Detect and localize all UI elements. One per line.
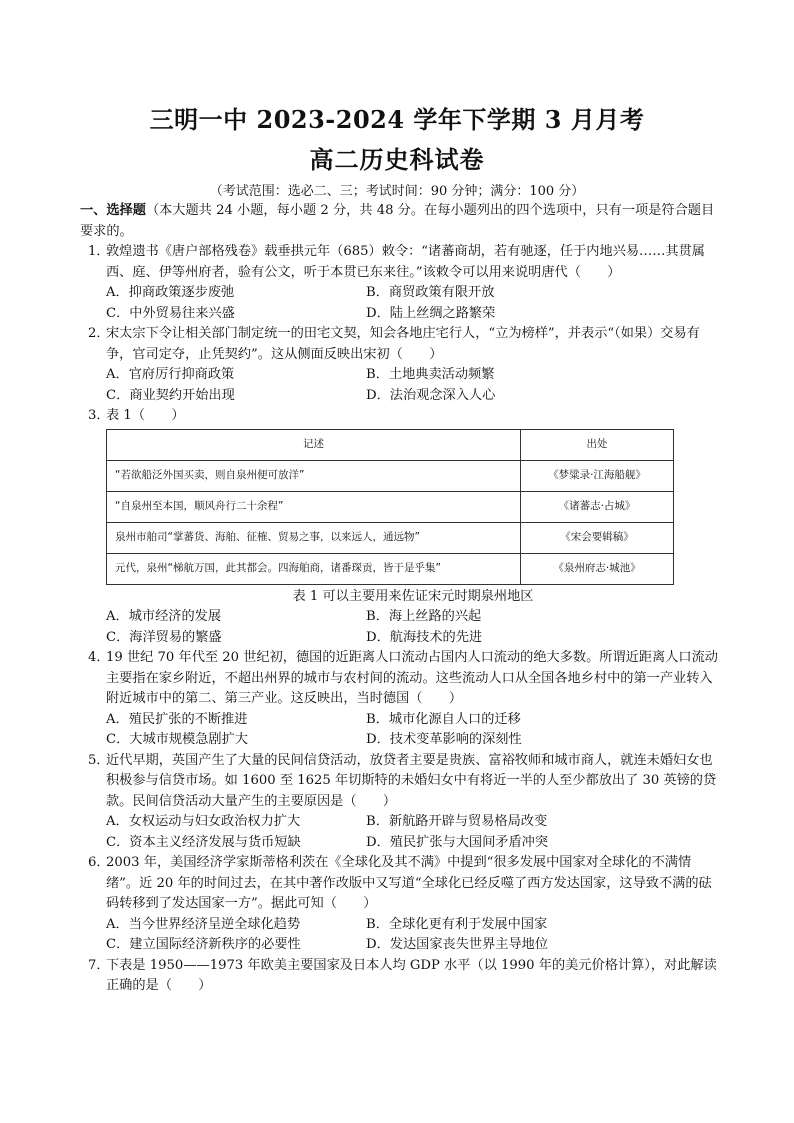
option-d[interactable]: D．技术变革影响的深刻性 <box>366 732 522 747</box>
question-number: 7． <box>88 957 110 973</box>
table-cell-record: 元代，泉州“梯航万国，此其都会。四海舶商，诸番琛贡，皆于是乎集” <box>107 553 521 584</box>
options <box>80 607 720 648</box>
question-stem: 下表是 1950——1973 年欧美主要国家及日本人均 GDP 水平（以 1990 年的美元价格计算），对此解读正确的是（ ） <box>106 957 717 993</box>
option-c[interactable]: C．建立国际经济新秩序的必要性 <box>106 937 301 952</box>
table-cell-record: “自泉州至本国，顺风舟行二十余程” <box>107 491 521 522</box>
question-stem: 表 1（ ） <box>106 408 185 423</box>
option-b[interactable]: B．新航路开辟与贸易格局改变 <box>366 814 548 829</box>
table-cell-source: 《宋会要辑稿》 <box>521 522 674 553</box>
table-cell-source: 《泉州府志·城池》 <box>521 553 674 584</box>
question-5 <box>80 751 720 854</box>
section-heading <box>80 201 720 242</box>
exam-info: （考试范围：选必二、三；考试时间：90 分钟；满分：100 分） <box>209 184 585 199</box>
section-instructions: （本大题共 24 小题，每小题 2 分，共 48 分。在每小题列出的四个选项中，只有一项是符合题目要求的。 <box>80 203 715 239</box>
option-a[interactable]: A．城市经济的发展 <box>106 609 222 624</box>
option-b[interactable]: B．土地典卖活动频繁 <box>366 367 495 382</box>
option-a[interactable]: A．女权运动与妇女政治权力扩大 <box>106 814 301 829</box>
question-4 <box>80 648 720 751</box>
table-row <box>107 553 674 584</box>
option-b[interactable]: B．全球化更有利于发展中国家 <box>366 916 548 932</box>
question-number: 2． <box>88 326 110 341</box>
table-header-row <box>107 429 674 460</box>
options <box>80 812 720 853</box>
question-stem: 2003 年，美国经济学家斯蒂格利茨在《全球化及其不满》中提到“很多发展中国家对全球化的不满情绪”。近 20 年的时间过去，在其中著作改版中又写道“全球化已经反噬了西方发达国家，这导致不满的砝码转移到了发达国家一方”。据此可知（ ） <box>106 855 712 911</box>
question-2 <box>80 324 720 406</box>
question-6 <box>80 853 720 956</box>
source-table <box>106 429 674 585</box>
question-number: 4． <box>88 650 110 665</box>
options <box>80 915 720 956</box>
option-d[interactable]: D．航海技术的先进 <box>366 629 483 645</box>
table-row <box>107 522 674 553</box>
option-c[interactable]: C．中外贸易往来兴盛 <box>106 305 235 321</box>
option-a[interactable]: A．官府厉行抑商政策 <box>106 367 235 382</box>
options <box>80 710 720 751</box>
option-c[interactable]: C．商业契约开始出现 <box>106 387 235 403</box>
question-stem: 19 世纪 70 年代至 20 世纪初，德国的近距离人口流动占国内人口流动的绝大多数。所谓近距离人口流动主要指在家乡附近，不超出州界的城市与农村间的流动。这些流动人口从全国各地乡村中的第一产业转入附近城市中的第二、第三产业。这反映出，当时德国（ ） <box>106 650 718 706</box>
option-a[interactable]: A．当今世界经济呈逆全球化趋势 <box>106 916 301 932</box>
question-number: 1． <box>88 244 110 259</box>
option-b[interactable]: B．商贸政策有限开放 <box>366 285 495 300</box>
option-c[interactable]: C．资本主义经济发展与货币短缺 <box>106 834 301 850</box>
option-b[interactable]: B．海上丝路的兴起 <box>366 609 482 624</box>
option-d[interactable]: D．发达国家丧失世界主导地位 <box>366 937 549 952</box>
question-number: 5． <box>88 752 110 768</box>
question-number: 6． <box>88 855 110 870</box>
question-7 <box>80 956 720 997</box>
table-row <box>107 460 674 491</box>
table-caption: 表 1 可以主要用来佐证宋元时期泉州地区 <box>292 588 534 604</box>
options <box>80 365 720 406</box>
exam-subtitle: 高二历史科试卷 <box>309 145 485 174</box>
option-d[interactable]: D．陆上丝绸之路繁荣 <box>366 305 496 321</box>
options <box>80 283 720 324</box>
option-d[interactable]: D．法治观念深入人心 <box>366 387 496 403</box>
table-cell-source: 《诸蕃志·占城》 <box>521 491 674 522</box>
question-stem: 敦煌遗书《唐户部格残卷》载垂拱元年（685）敕令：“诸蕃商胡，若有驰逐，任于内地兴易……其贯属西、庭、伊等州府者，验有公文，听于本贯已东来往。”该敕令可以用来说明唐代（ ） <box>106 244 705 280</box>
question-number: 3． <box>88 408 110 423</box>
option-a[interactable]: A．抑商政策逐步废弛 <box>106 285 235 300</box>
table-cell-record: “若欲船泛外国买卖，则自泉州便可放洋” <box>107 460 521 491</box>
table-header-source: 出处 <box>521 429 674 460</box>
question-1 <box>80 242 720 324</box>
option-a[interactable]: A．殖民扩张的不断推进 <box>106 711 248 727</box>
exam-title: 三明一中 2023-2024 学年下学期 3 月月考 <box>149 105 645 134</box>
question-stem: 近代早期，英国产生了大量的民间信贷活动，放贷者主要是贵族、富裕牧师和城市商人，就连未婚妇女也积极参与信贷市场。如 1600 至 1625 年切斯特的未婚妇女中有将近一半的人至少都放出了 30 英镑的贷款。民间信贷活动大量产生的主要原因是（ ） <box>106 752 717 809</box>
table-header-record: 记述 <box>107 429 521 460</box>
section-title: 一、选择题 <box>80 203 146 218</box>
table-row <box>107 491 674 522</box>
option-c[interactable]: C．大城市规模急剧扩大 <box>106 732 248 747</box>
table-cell-source: 《梦粱录·江海船舰》 <box>521 460 674 491</box>
table-cell-record: 泉州市舶司“掌蕃货、海舶、征榷、贸易之事，以来远人，通远物” <box>107 522 521 553</box>
option-d[interactable]: D．殖民扩张与大国间矛盾冲突 <box>366 834 549 850</box>
option-c[interactable]: C．海洋贸易的繁盛 <box>106 629 222 645</box>
question-3 <box>80 406 720 648</box>
option-b[interactable]: B．城市化源自人口的迁移 <box>366 711 521 727</box>
question-stem: 宋太宗下令让相关部门制定统一的田宅文契，知会各地庄宅行人，“立为榜样”，并表示“（如果）交易有争，官司定夺，止凭契约”。这从侧面反映出宋初（ ） <box>106 326 700 362</box>
exam-content <box>80 201 720 997</box>
